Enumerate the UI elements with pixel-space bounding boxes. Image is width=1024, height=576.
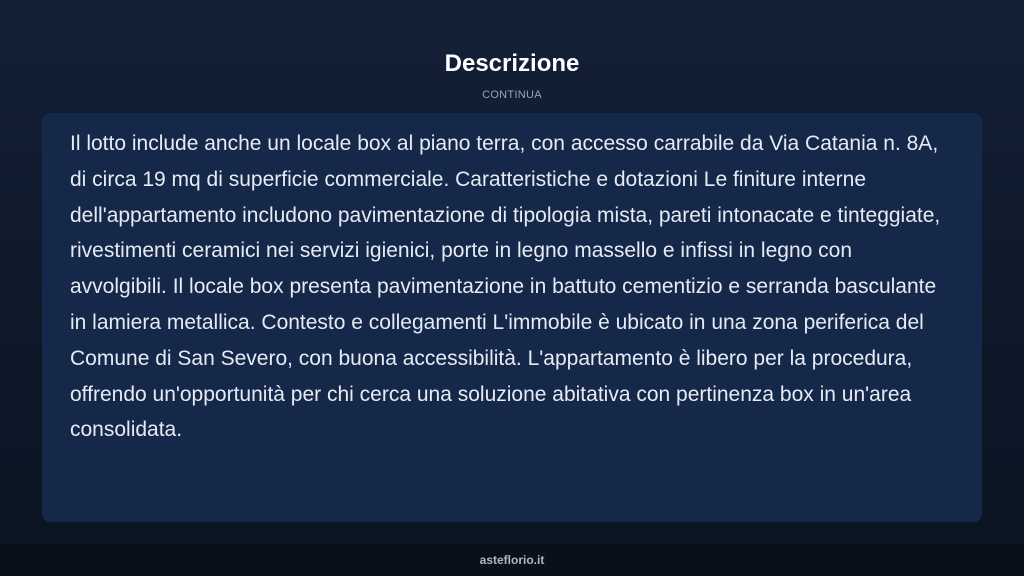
page-title: Descrizione (444, 50, 580, 77)
footer-bar (0, 544, 1024, 576)
footer-brand: asteflorio.it (479, 553, 545, 567)
page-subtitle: CONTINUA (482, 89, 542, 101)
description-text: Il lotto include anche un locale box al piano terra, con accesso carrabile da Via Catania n. 8A, di circa 19 mq di superficie commerciale. Caratteristiche e dotazioni Le finiture interne dell'appartamento includono pavimentazione di tipologia mista, pareti intonacate e tinteggiate, rivestimenti ceramici nei servizi igienici, porte in legno massello e infissi in legno con avvolgibili. Il locale box presenta pavimentazione in battuto cementizio e serranda basculante in lamiera metallica. Contesto e collegamenti L'immobile è ubicato in una zona periferica del Comune di San Severo, con buona accessibilità. L'appartamento è libero per la procedura, offrendo un'opportunità per chi cerca una soluzione abitativa con pertinenza box in un'area consolidata. (70, 132, 941, 442)
description-card (42, 113, 982, 522)
page-header (0, 48, 1024, 102)
